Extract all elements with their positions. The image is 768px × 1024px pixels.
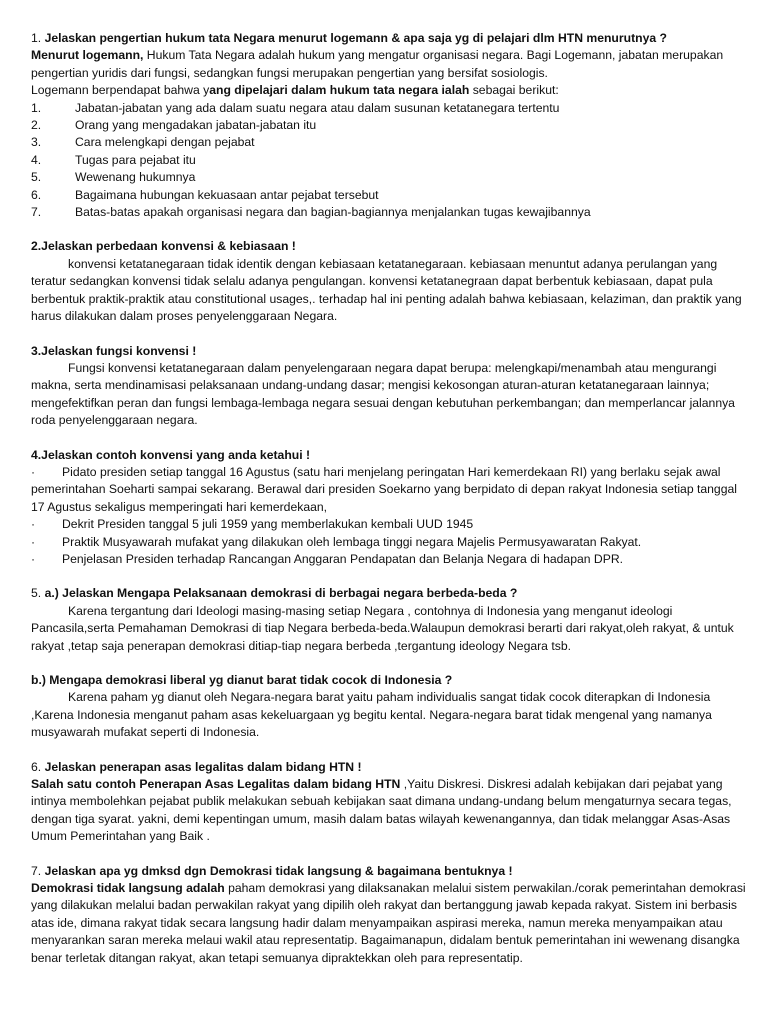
list-number: 5. [31,170,42,185]
list-text: Cara melengkapi dengan pejabat [75,135,255,150]
list-item [31,117,746,134]
numbered-list [31,100,746,222]
question-text: Jelaskan pengertian hukum tata Negara menurut logemann & apa saja yg di pelajari dlm HTN menurutnya ? [44,31,667,45]
question-text: 3.Jelaskan fungsi konvensi ! [31,343,197,358]
bullet-icon: · [31,517,36,532]
question-text: Jelaskan apa yg dmksd dgn Demokrasi tidak langsung & bagaimana bentuknya ! [44,863,513,878]
answer-6 [31,776,746,846]
document-page [31,30,746,967]
question-2 [31,238,746,255]
question-3 [31,343,746,360]
question-7 [31,863,746,880]
question-text: a.) Jelaskan Mengapa Pelaksanaan demokrasi di berbagai negara berbeda-beda ? [44,586,518,601]
list-item [31,100,746,117]
answer-1-paragraph-1 [31,47,746,82]
list-item [31,204,746,221]
list-text: Tugas para pejabat itu [75,152,196,167]
list-number: 4. [31,152,42,167]
question-6 [31,759,746,776]
list-number: 7. [31,205,42,220]
question-text: 2.Jelaskan perbedaan konvensi & kebiasaan ! [31,239,296,254]
bullet-icon: · [31,534,36,549]
answer-text: Logemann berpendapat bahwa y [31,83,210,98]
list-text: Penjelasan Presiden terhadap Rancangan Anggaran Pendapatan dan Belanja Negara di hadapan DPR. [62,551,624,566]
list-number: 6. [31,187,42,202]
list-item [31,152,746,169]
answer-5b [31,689,746,741]
answer-text: konvensi ketatanegaraan tidak identik dengan kebiasaan ketatanegaraan. kebiasaan menuntut adanya perulangan yang teratur sedangkan konvensi tidak selalu adanya pengulangan. konvensi ketatanegraan dapat berbentuk kebiasaan, dapat pula berbentuk praktik-praktik atau constitutional usages,. terhadap hal ini penting adalah bahwa kebiasaan, kelaziman, dan praktik yang harus dilakukan dalam proses penyelenggaraan Negara. [31,256,742,324]
question-text: 4.Jelaskan contoh konvensi yang anda ketahui ! [31,447,311,462]
question-1 [31,30,746,47]
answer-5a [31,603,746,655]
list-number: 2. [31,118,42,133]
list-text: Dekrit Presiden tanggal 5 juli 1959 yang memberlakukan kembali UUD 1945 [62,517,474,532]
answer-text: Karena tergantung dari Ideologi masing-masing setiap Negara , contohnya di Indonesia yang menganut ideologi Pancasila,serta Pemahaman Demokrasi di tiap Negara berbeda-beda.Walaupun demokrasi berarti dari rakyat,oleh rakyat, & untuk rakyat ,tetap saja penerapan demokrasi ditiap-tiap negara berbeda ,tergantung ideology Negara tsb. [31,603,734,653]
question-number: 6. [31,759,45,774]
list-item-continuation: pemerintahan Soeharti sampai sekarang. Berawal dari presiden Soekarno yang berpidato di depan rakyat Indonesia setiap tanggal 17 Agustus sekaligus memperingati hari kemerdekaan, [31,482,737,514]
answer-emphasis: ang dipelajari dalam hukum tata negara ialah [209,83,470,98]
list-item [31,169,746,186]
question-text: b.) Mengapa demokrasi liberal yg dianut barat tidak cocok di Indonesia ? [31,673,453,687]
bullet-icon: · [31,464,36,479]
answer-text: Hukum Tata Negara adalah hukum yang mengatur organisasi negara. Bagi Logemann, jabatan merupakan pengertian yuridis dari fungsi, sedangkan fungsi merupakan pengertian yang bersifat sosiologis. [31,48,724,80]
answer-text: Karena paham yg dianut oleh Negara-negara barat yaitu paham individualis sangat tidak cocok diterapkan di Indonesia ,Karena Indonesia menganut paham asas kekeluargaan yg begitu kental. Negara-negara barat tidak mengenal yang namanya musyawarah mufakat seperti di Indonesia. [31,690,712,740]
list-text: Jabatan-jabatan yang ada dalam suatu negara atau dalam susunan ketatanegara tertentu [75,100,560,115]
question-number: 5. [31,586,45,601]
list-item [31,551,746,568]
answer-2 [31,256,746,326]
list-number: 1. [31,100,42,115]
list-text: Orang yang mengadakan jabatan-jabatan itu [75,118,317,133]
answer-3 [31,360,746,430]
answer-lead: Salah satu contoh Penerapan Asas Legalitas dalam bidang HTN [31,777,401,792]
list-number: 3. [31,135,42,150]
question-text: Jelaskan penerapan asas legalitas dalam bidang HTN ! [44,759,362,774]
answer-lead: Demokrasi tidak langsung adalah [31,881,225,896]
question-number: 7. [31,863,45,878]
list-item [31,187,746,204]
answer-text: paham demokrasi yang dilaksanakan melalui sistem perwakilan./corak pemerintahan demokrasi yang dilakukan melalui badan perwakilan rakyat yang dipilih oleh rakyat dan bertanggung jawab kepada rakyat. Sistem ini berbasis atas ide, dimana rakyat tidak secara langsung hadir dalam menyampaikan aspirasi mereka, namun mereka menyampaikan atau menyarankan saran mereka melaui wakil atau representatip. Bagaimanapun, didalam bentuk pemerintahan ini wewenang disangka benar terletak ditangan rakyat, akan tetapi semuanya dipraktekkan oleh para representatip. [31,881,746,965]
list-item [31,516,746,533]
answer-text: ,Yaitu Diskresi. Diskresi adalah kebijakan dari pejabat yang intinya membolehkan pejabat publik melakukan sebuah kebijakan saat dimana undang-undang belum mengaturnya secara tegas, dengan tiga syarat. yakni, demi kepentingan umum, masih dalam batas wilayah kewenangannya, dan tidak melanggar Asas-Asas Umum Pemerintahan yang Baik . [31,777,732,844]
list-text: Wewenang hukumnya [75,170,196,185]
answer-text: Fungsi konvensi ketatanegaraan dalam penyelengaraan negara dapat berupa: melengkapi/menambah atau mengurangi makna, serta mendinamisasi pelaksanaan undang-undang dasar; mengisi kekosongan aturan-aturan ketatanegaraan lainnya; mengefektifkan peran dan fungsi lembaga-lembaga negara sesuai dengan kebutuhan perkembangan; dan memperlancar jalannya roda penyelenggaraan negara. [31,360,735,428]
list-item [31,464,746,481]
bullet-list [31,464,746,568]
question-5a [31,585,746,602]
answer-text: sebagai berikut: [469,83,559,98]
question-5b [31,672,746,689]
answer-1-paragraph-2 [31,82,746,99]
list-text: Bagaimana hubungan kekuasaan antar pejabat tersebut [75,187,379,202]
question-4 [31,447,746,464]
answer-lead: Menurut logemann, [31,48,144,63]
list-text: Praktik Musyawarah mufakat yang dilakukan oleh lembaga tinggi negara Majelis Permusyawaratan Rakyat. [62,534,642,549]
bullet-icon: · [31,551,36,566]
list-item [31,134,746,151]
list-text: Pidato presiden setiap tanggal 16 Agustus (satu hari menjelang peringatan Hari kemerdekaan RI) yang berlaku sejak awal [62,464,721,479]
question-number: 1. [31,31,45,45]
list-text: Batas-batas apakah organisasi negara dan bagian-bagiannya menjalankan tugas kewajibannya [75,205,591,220]
answer-7 [31,880,746,967]
list-item [31,534,746,551]
